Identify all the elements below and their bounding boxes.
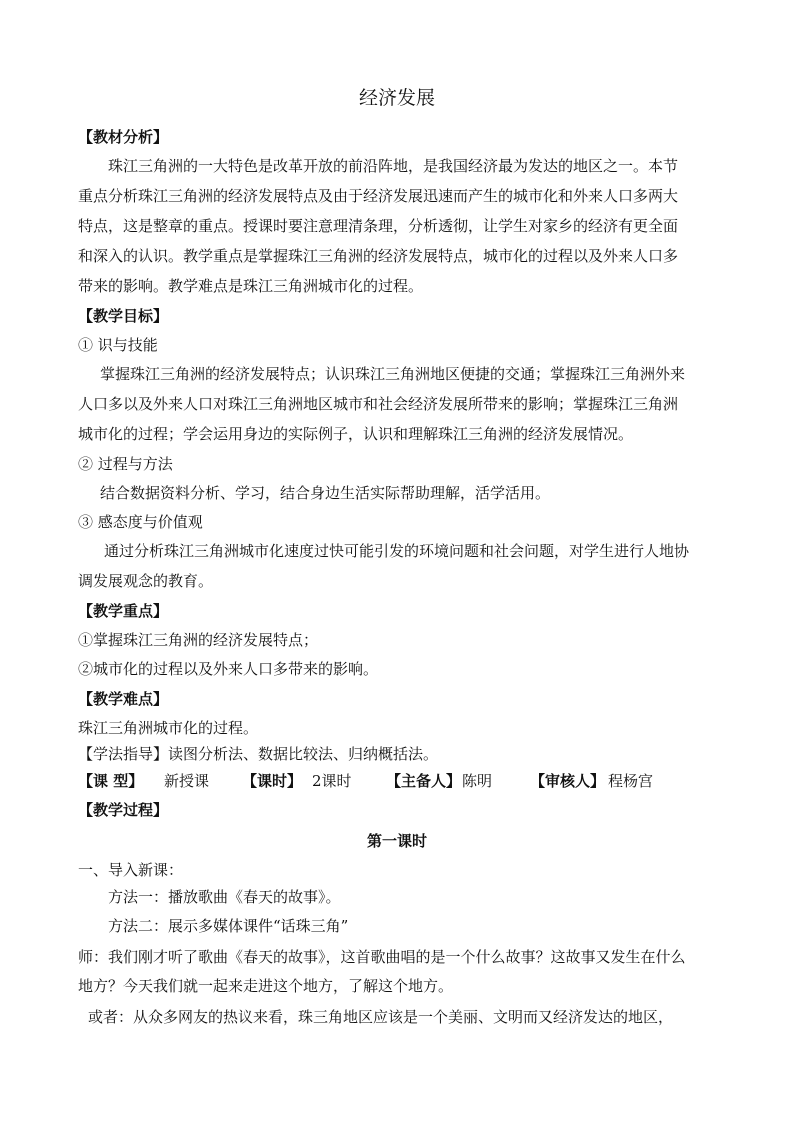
class-hours-label: 【课时】	[242, 772, 303, 790]
list-item: ①掌握珠江三角洲的经济发展特点；	[78, 631, 319, 649]
goal-item-title: ③ 感态度与价值观	[78, 513, 203, 531]
list-item: ②城市化的过程以及外来人口多带来的影响。	[78, 660, 379, 678]
subsection-heading: 一、导入新课：	[78, 861, 184, 879]
document-title: 经济发展	[358, 87, 435, 109]
reviewer-value: 程杨宫	[608, 772, 654, 790]
course-type-label: 【课 型】	[78, 772, 144, 790]
paragraph-line: 或者：从众多网友的热议来看，珠三角地区应该是一个美丽、文明而又经济发达的地区，	[88, 1008, 674, 1026]
method-line: 方法一：播放歌曲《春天的故事》。	[108, 888, 341, 906]
paragraph-line: 带来的影响。教学难点是珠江三角洲城市化的过程。	[78, 277, 424, 295]
paragraph-line: 和深入的认识。教学重点是掌握珠江三角洲的经济发展特点，城市化的过程以及外来人口多	[78, 247, 679, 265]
course-meta-row	[78, 771, 718, 791]
class-hours-value: 2课时	[312, 772, 352, 790]
paragraph-line: 人口多以及外来人口对珠江三角洲地区城市和社会经济发展所带来的影响；掌握珠江三角洲	[78, 395, 679, 413]
lesson-heading: 第一课时	[366, 832, 427, 850]
author-value: 陈明	[462, 772, 493, 790]
goal-item-title: ① 识与技能	[78, 336, 158, 354]
paragraph-line: 师：我们刚才听了歌曲《春天的故事》，这首歌曲唱的是一个什么故事？这故事又发生在什么	[78, 948, 686, 966]
paragraph-line: 地方？今天我们就一起来走进这个地方，了解这个地方。	[78, 977, 454, 995]
paragraph-line: 重点分析珠江三角洲的经济发展特点及由于经济发展迅速而产生的城市化和外来人口多两大	[78, 187, 679, 205]
goal-item-title: ② 过程与方法	[78, 455, 173, 473]
paragraph-line: 结合数据资料分析、学习，结合身边生活实际帮助理解，活学活用。	[100, 484, 551, 502]
paragraph-line: 城市化的过程；学会运用身边的实际例子，认识和理解珠江三角洲的经济发展情况。	[78, 425, 634, 443]
paragraph-line: 珠江三角洲城市化的过程。	[78, 719, 259, 737]
reviewer-label: 【审核人】	[530, 772, 606, 790]
section-heading-difficulty: 【教学难点】	[78, 690, 169, 708]
paragraph-line: 珠江三角洲的一大特色是改革开放的前沿阵地，是我国经济最为发达的地区之一。本节	[108, 157, 679, 175]
paragraph-line: 掌握珠江三角洲的经济发展特点；认识珠江三角洲地区便捷的交通；掌握珠江三角洲外来	[100, 365, 686, 383]
paragraph-line: 调发展观念的教育。	[78, 572, 214, 590]
section-heading-materials: 【教材分析】	[78, 128, 169, 146]
paragraph-line: 特点，这是整章的重点。授课时要注意理清条理，分析透彻，让学生对家乡的经济有更全面	[78, 217, 679, 235]
paragraph-line: 通过分析珠江三角洲城市化速度过快可能引发的环境问题和社会问题，对学生进行人地协	[104, 542, 690, 560]
method-guide-line: 【学法指导】读图分析法、数据比较法、归纳概括法。	[78, 745, 439, 763]
section-heading-goals: 【教学目标】	[78, 307, 169, 325]
section-heading-key-points: 【教学重点】	[78, 602, 169, 620]
author-label: 【主备人】	[386, 772, 462, 790]
method-line: 方法二：展示多媒体课件“话珠三角”	[108, 917, 349, 935]
section-heading-process: 【教学过程】	[78, 801, 169, 819]
course-type-value: 新授课	[164, 772, 210, 790]
